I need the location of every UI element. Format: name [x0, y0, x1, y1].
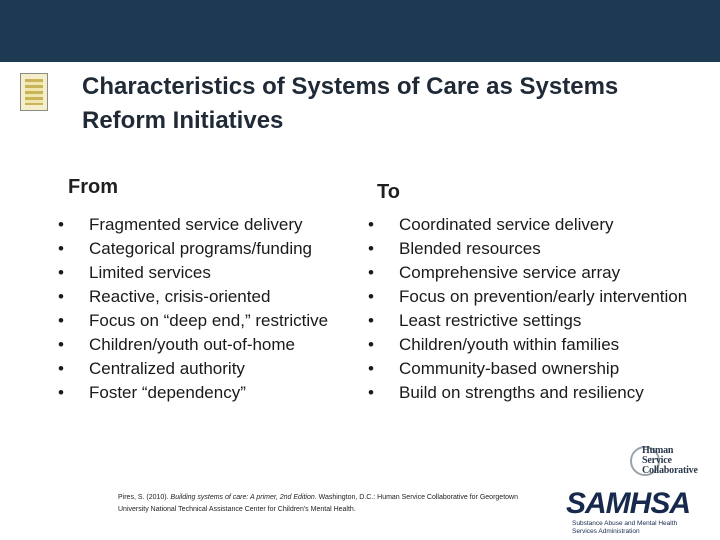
- list-item-text: Coordinated service delivery: [399, 215, 614, 234]
- bullet-icon: •: [368, 215, 374, 234]
- hsc-logo-text: [642, 446, 698, 476]
- citation-title: Building systems of care: A primer, 2nd Edition.: [170, 494, 317, 501]
- list-item-text: Centralized authority: [89, 359, 245, 378]
- list-item: [58, 333, 358, 357]
- samhsa-subtitle-2: Services Administration: [572, 528, 640, 535]
- thumbnail-graphic: [25, 79, 43, 105]
- list-item-text: Children/youth within families: [399, 335, 620, 354]
- list-item: [58, 285, 358, 309]
- list-item: [368, 213, 720, 237]
- hsc-line-1: Human: [642, 445, 674, 456]
- list-item-text: Limited services: [89, 263, 211, 282]
- list-item-text: Comprehensive service array: [399, 263, 621, 282]
- list-item-text: Fragmented service delivery: [89, 215, 303, 234]
- list-item: [368, 381, 720, 405]
- samhsa-logo: [566, 488, 712, 536]
- header-bar: [0, 0, 720, 62]
- bullet-icon: •: [58, 311, 64, 330]
- document-thumbnail-icon: [20, 73, 48, 111]
- citation: [118, 492, 528, 516]
- hsc-line-2: Service: [642, 455, 672, 466]
- bullet-icon: •: [58, 215, 64, 234]
- bullet-icon: •: [58, 383, 64, 402]
- to-heading: To: [377, 181, 400, 203]
- bullet-icon: •: [58, 335, 64, 354]
- bullet-icon: •: [58, 239, 64, 258]
- list-item-text: Categorical programs/funding: [89, 239, 313, 258]
- list-item: [58, 261, 358, 285]
- slide-title: Characteristics of Systems of Care as Systems Reform Initiatives: [82, 73, 619, 134]
- bullet-icon: •: [58, 287, 64, 306]
- bullet-icon: •: [368, 239, 374, 258]
- list-item-text: Foster “dependency”: [89, 383, 246, 402]
- list-item-text: Focus on “deep end,” restrictive: [89, 311, 329, 330]
- list-item-text: Reactive, crisis-oriented: [89, 287, 271, 306]
- list-item-text: Blended resources: [399, 239, 541, 258]
- from-list: [58, 213, 358, 405]
- list-item-text: Community-based ownership: [399, 359, 620, 378]
- citation-prefix: Pires, S. (2010).: [118, 494, 171, 501]
- human-service-collaborative-logo: [630, 444, 710, 478]
- list-item: [368, 237, 720, 261]
- list-item-text: Build on strengths and resiliency: [399, 383, 644, 402]
- list-item: [58, 237, 358, 261]
- bullet-icon: •: [58, 359, 64, 378]
- hsc-line-3: Collaborative: [642, 465, 698, 476]
- list-item: [368, 357, 720, 381]
- list-item-text: Children/youth out-of-home: [89, 335, 296, 354]
- bullet-icon: •: [368, 287, 374, 306]
- list-item: [58, 357, 358, 381]
- bullet-icon: •: [368, 311, 374, 330]
- list-item: [58, 213, 358, 237]
- bullet-icon: •: [368, 263, 374, 282]
- list-item-text: Focus on prevention/early intervention: [399, 287, 688, 306]
- samhsa-wordmark: SAMHSA: [566, 487, 691, 520]
- bullet-icon: •: [58, 263, 64, 282]
- list-item: [368, 309, 720, 333]
- bullet-icon: •: [368, 383, 374, 402]
- to-list: [368, 213, 720, 405]
- citation-suffix: Washington, D.C.: Human Service Collaborative for Georgetown University National Technical Assistance Center for Children's Mental Health.: [118, 494, 518, 513]
- bullet-icon: •: [368, 359, 374, 378]
- bullet-icon: •: [368, 335, 374, 354]
- list-item-text: Least restrictive settings: [399, 311, 582, 330]
- list-item: [368, 261, 720, 285]
- list-item: [58, 381, 358, 405]
- list-item: [368, 333, 720, 357]
- from-heading: From: [68, 176, 118, 198]
- list-item: [58, 309, 358, 333]
- list-item: [368, 285, 720, 309]
- samhsa-subtitle-1: Substance Abuse and Mental Health: [572, 520, 678, 527]
